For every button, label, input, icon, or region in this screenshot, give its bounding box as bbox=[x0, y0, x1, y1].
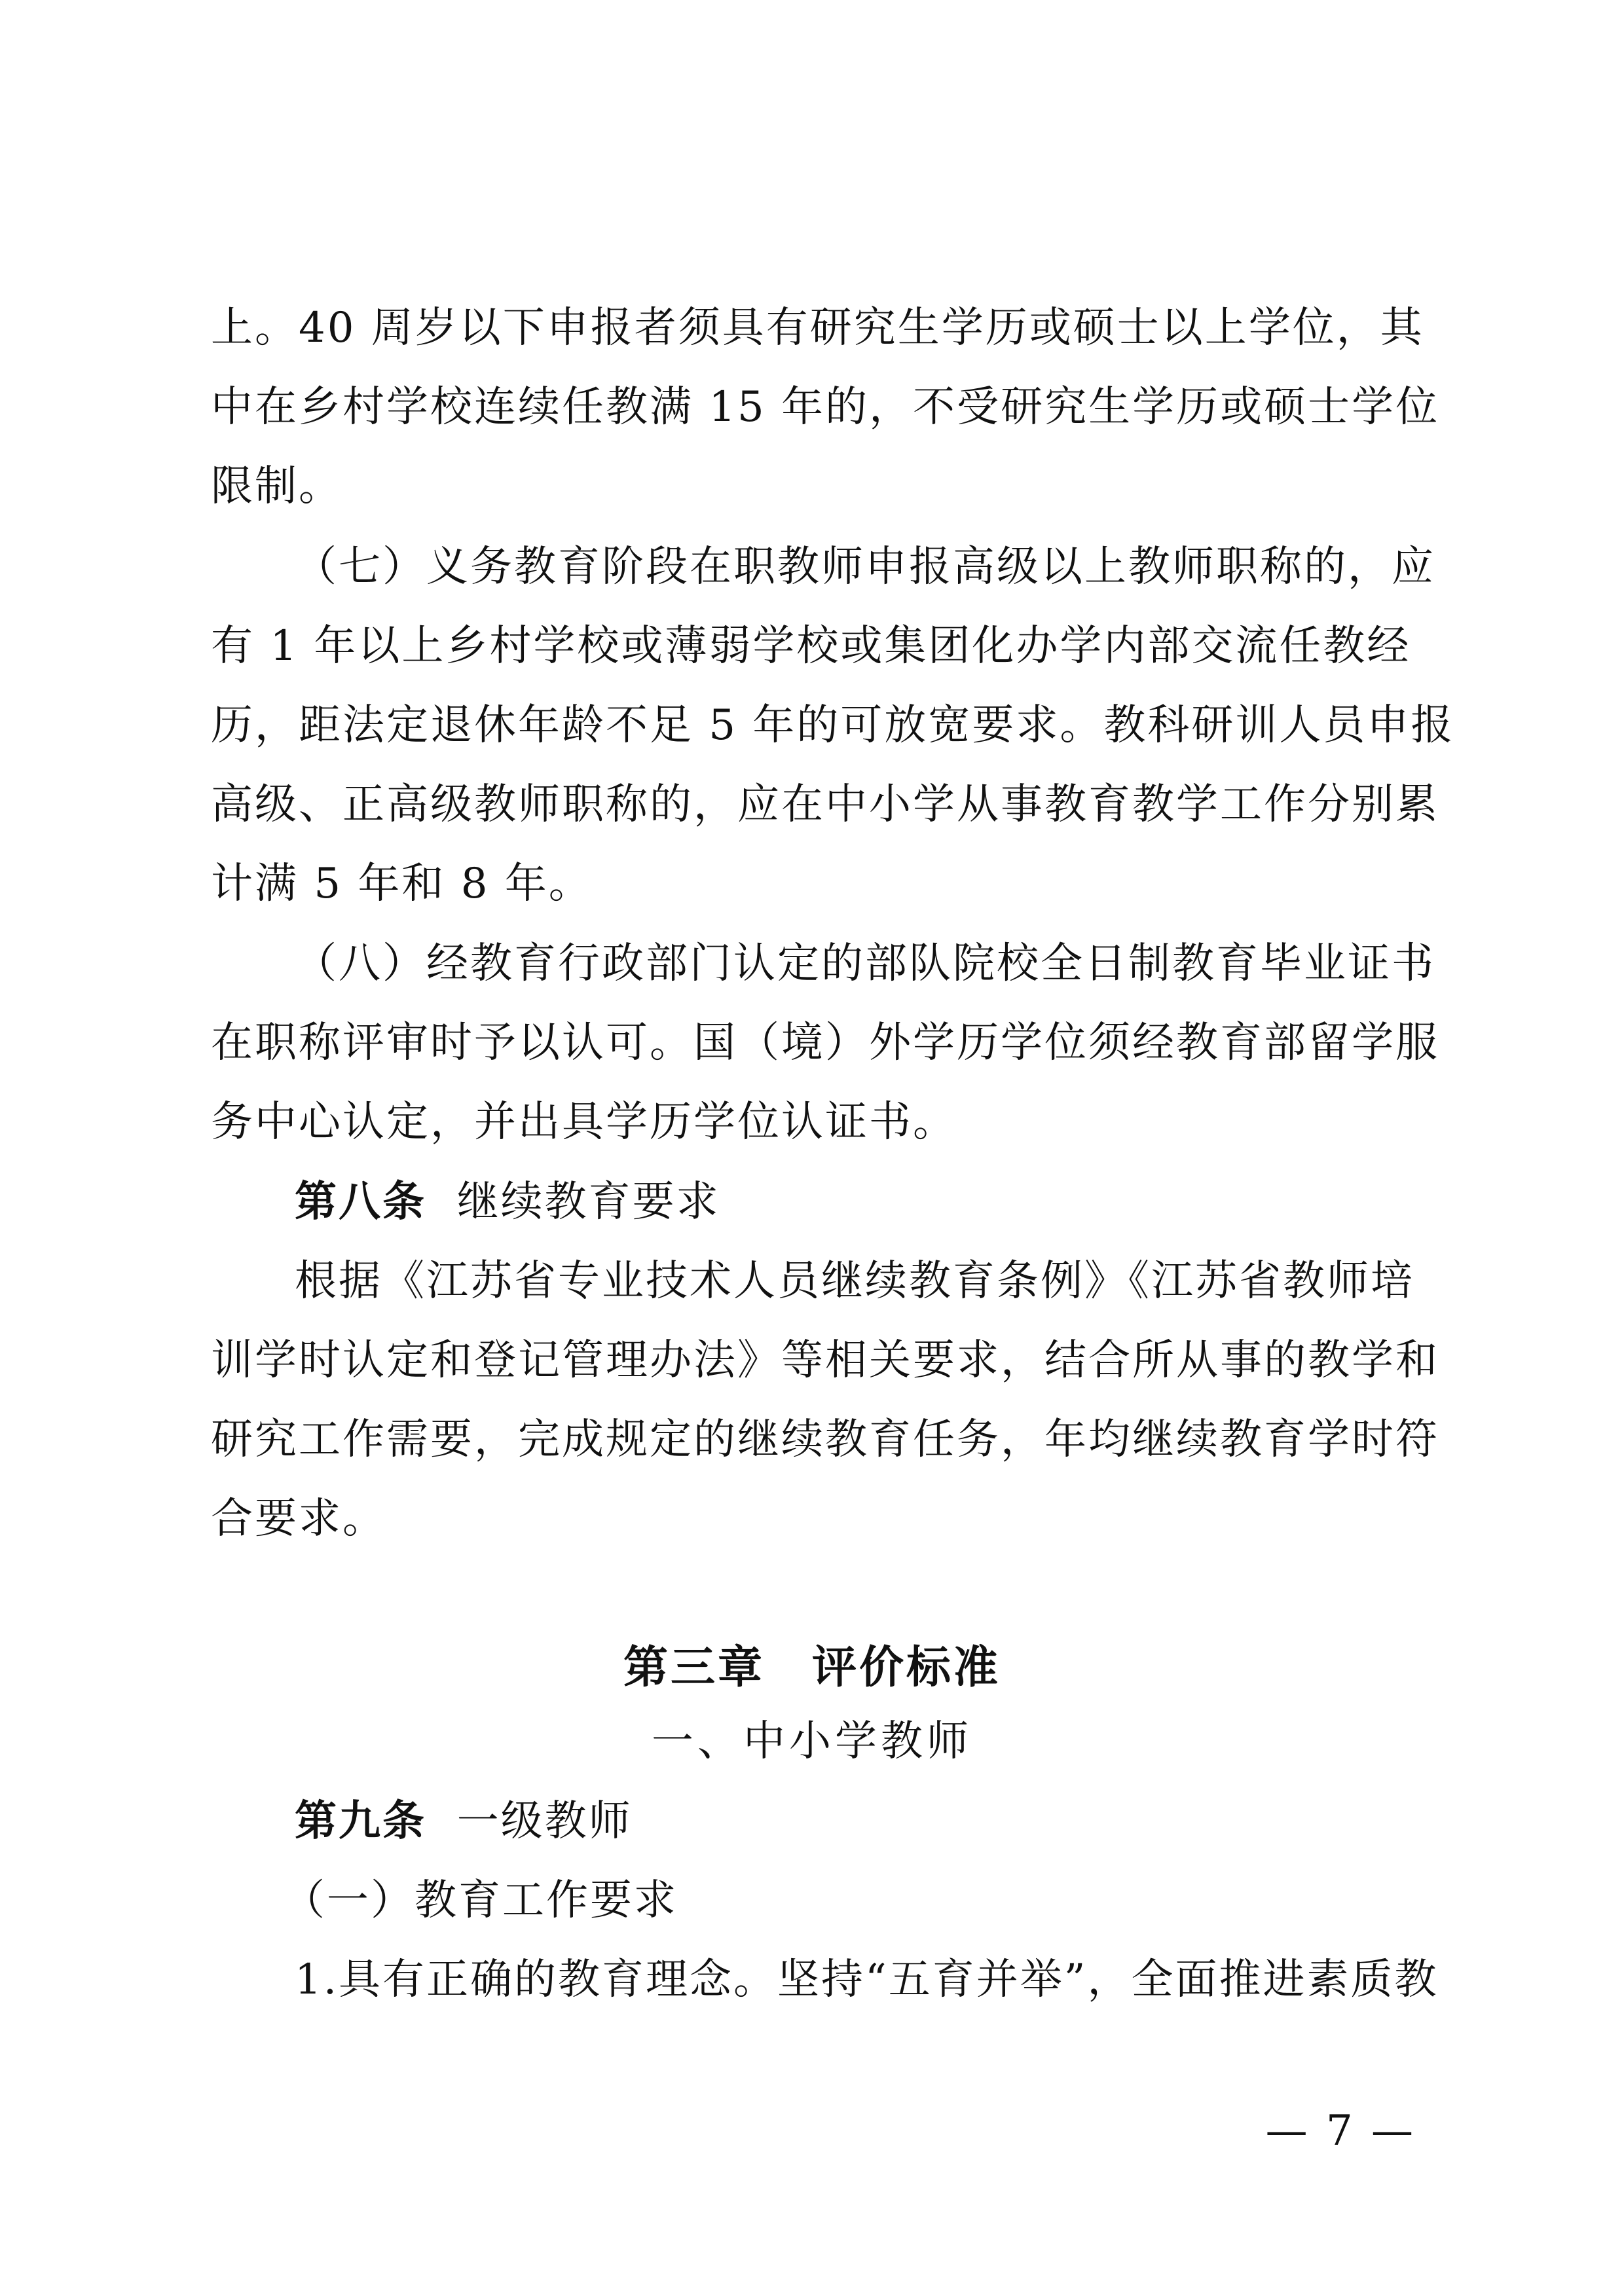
article-title: 一级教师 bbox=[456, 1797, 633, 1846]
text-line: 务中心认定，并出具学历学位认证书。 bbox=[211, 1098, 957, 1146]
text-line: 根据《江苏省专业技术人员继续教育条例》《江苏省教师培 bbox=[295, 1257, 1414, 1305]
text-line: 训学时认定和登记管理办法》等相关要求，结合所从事的教学和 bbox=[211, 1336, 1439, 1385]
article-heading-line bbox=[211, 1163, 1411, 1242]
article-title-gap bbox=[426, 1797, 457, 1846]
article-label: 第九条 bbox=[295, 1797, 426, 1846]
text-line: 限制。 bbox=[211, 462, 342, 511]
text-line: （七）义务教育阶段在职教师申报高级以上教师职称的，应 bbox=[295, 543, 1435, 591]
text-line: 有 1 年以上乡村学校或薄弱学校或集团化办学内部交流任教经 bbox=[211, 622, 1411, 670]
page-number: — 7 — bbox=[1265, 2107, 1416, 2155]
text-line: 上。40 周岁以下申报者须具有研究生学历或硕士以上学位，其 bbox=[211, 304, 1424, 352]
article-title: 继续教育要求 bbox=[456, 1178, 720, 1226]
paragraph-item-eight bbox=[211, 924, 1439, 1162]
paragraph-degree-requirement bbox=[211, 289, 1440, 526]
text-line: 合要求。 bbox=[211, 1495, 386, 1543]
paragraph-item-seven bbox=[211, 528, 1455, 924]
text-line: 1.具有正确的教育理念。坚持“五育并举”，全面推进素质教 bbox=[295, 1956, 1439, 2004]
text-line: 计满 5 年和 8 年。 bbox=[211, 860, 593, 908]
text-line: 中在乡村学校连续任教满 15 年的，不受研究生学历或硕士学位 bbox=[211, 383, 1440, 431]
article-eight-heading bbox=[211, 1163, 1411, 1242]
article-nine-subheading bbox=[211, 1861, 1411, 1941]
text-line: 研究工作需要，完成规定的继续教育任务，年均继续教育学时符 bbox=[211, 1415, 1439, 1464]
sub-heading: （一）教育工作要求 bbox=[283, 1876, 678, 1925]
article-title-gap bbox=[426, 1178, 457, 1226]
chapter-title: 第三章 评价标准 bbox=[623, 1642, 1001, 1694]
article-nine-heading bbox=[211, 1782, 1411, 1861]
article-label: 第八条 bbox=[295, 1178, 426, 1226]
text-line: 历，距法定退休年龄不足 5 年的可放宽要求。教科研训人员申报 bbox=[211, 701, 1455, 750]
section-title: 一、中小学教师 bbox=[652, 1717, 972, 1766]
text-line: 高级、正高级教师职称的，应在中小学从事教育教学工作分别累 bbox=[211, 780, 1439, 829]
article-nine-first-item bbox=[211, 1941, 1439, 2020]
article-eight-body bbox=[211, 1242, 1439, 1559]
text-line: 在职称评审时予以认可。国（境）外学历学位须经教育部留学服 bbox=[211, 1019, 1439, 1067]
text-line: （八）经教育行政部门认定的部队院校全日制教育毕业证书 bbox=[295, 939, 1435, 988]
article-heading-line bbox=[211, 1782, 1411, 1861]
